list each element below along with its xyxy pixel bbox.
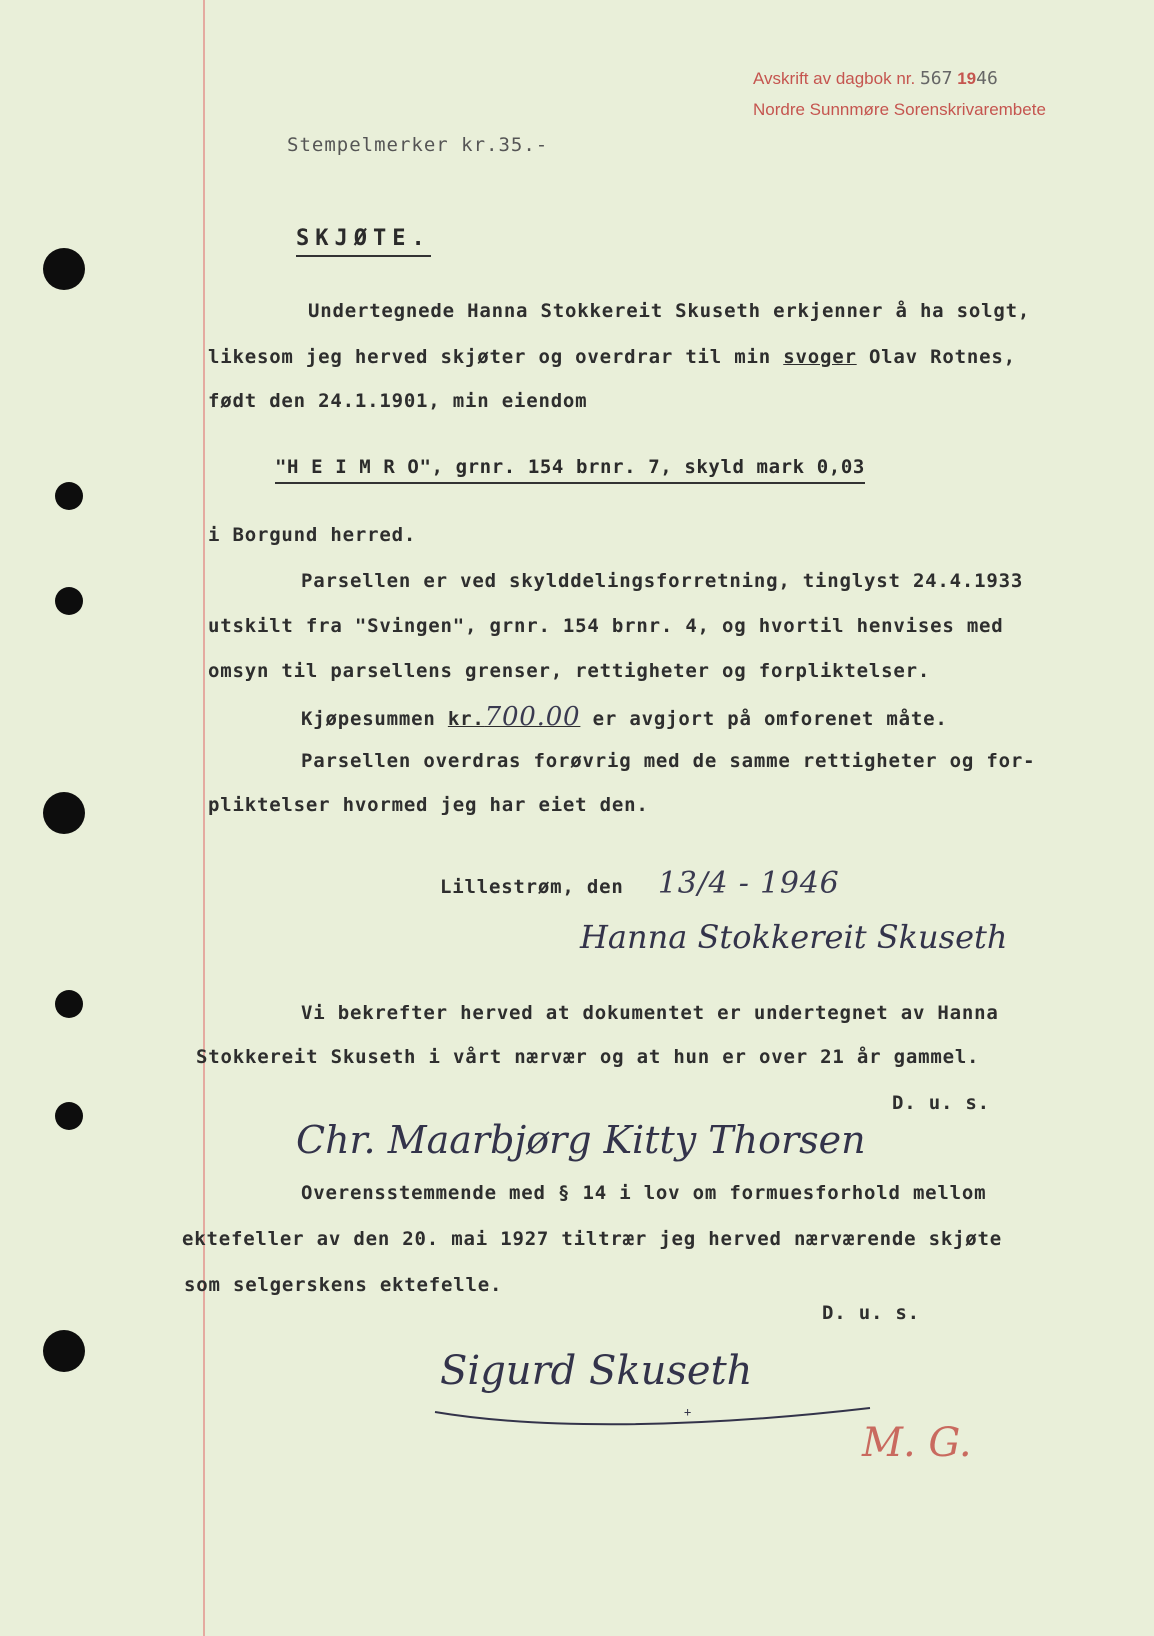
- stamp-number: 567: [919, 68, 953, 89]
- body-line: omsyn til parsellens grenser, rettigheter og forpliktelser.: [208, 660, 931, 682]
- seller-signature: Hanna Stokkereit Skuseth: [580, 918, 1008, 956]
- stamp-year-typed: 46: [976, 68, 998, 89]
- stamp-year-hand: 19: [957, 69, 977, 88]
- buyer-name: Olav Rotnes,: [868, 346, 1016, 368]
- body-line: pliktelser hvormed jeg har eiet den.: [208, 794, 649, 816]
- closing-dus: D. u. s.: [822, 1302, 920, 1324]
- body-line: i Borgund herred.: [208, 524, 417, 546]
- body-line: ektefeller av den 20. mai 1927 tiltrær jeg herved nærværende skjøte: [182, 1228, 1003, 1250]
- body-line: Stokkereit Skuseth i vårt nærvær og at hun er over 21 år gammel.: [196, 1046, 980, 1068]
- witness-signatures: Chr. Maarbjørg Kitty Thorsen: [296, 1118, 866, 1162]
- date-handwritten: 13/4 - 1946: [657, 866, 840, 901]
- price-suffix: er avgjort på omforenet måte.: [592, 708, 948, 730]
- body-line: Parsellen er ved skylddelingsforretning, tinglyst 24.4.1933: [301, 570, 1024, 592]
- price-amount: [447, 702, 581, 732]
- initials-mark: M. G.: [862, 1420, 972, 1466]
- body-line: utskilt fra "Svingen", grnr. 154 brnr. 4, og hvortil henvises med: [208, 615, 1004, 637]
- price-currency: kr.: [447, 708, 485, 730]
- document-title: SKJØTE.: [296, 226, 431, 257]
- punch-hole: [43, 792, 85, 834]
- punch-hole: [55, 482, 83, 510]
- spouse-signature: Sigurd Skuseth: [440, 1348, 753, 1394]
- registry-stamp-line2: Nordre Sunnmøre Sorenskrivarembete: [753, 100, 1046, 119]
- punch-hole: [43, 248, 85, 290]
- punch-hole: [55, 587, 83, 615]
- body-line: Overensstemmende med § 14 i lov om formuesforhold mellom: [301, 1182, 987, 1204]
- body-line: som selgerskens ektefelle.: [184, 1274, 503, 1296]
- punch-hole: [55, 1102, 83, 1130]
- punch-hole: [43, 1330, 85, 1372]
- body-line: født den 24.1.1901, min eiendom: [208, 390, 588, 412]
- relation-word: svoger: [783, 346, 857, 368]
- registry-stamp-line1: [753, 68, 998, 89]
- price-line: [301, 702, 948, 732]
- body-line: [208, 346, 1016, 368]
- place-date: [440, 866, 840, 901]
- place-date-typed: Lillestrøm, den: [440, 876, 624, 898]
- body-line: Vi bekrefter herved at dokumentet er undertegnet av Hanna: [301, 1002, 999, 1024]
- signature-flourish: [430, 1400, 910, 1430]
- svg-text:+: +: [684, 1405, 692, 1419]
- stamp-prefix: Avskrift av dagbok nr.: [753, 69, 916, 88]
- price-handwritten: 700.00: [484, 702, 581, 732]
- stamp-duty-note: Stempelmerker kr.35.-: [287, 134, 549, 156]
- price-prefix: Kjøpesummen: [301, 708, 436, 730]
- closing-dus: D. u. s.: [892, 1092, 990, 1114]
- margin-line: [203, 0, 205, 1636]
- body-line: Parsellen overdras forøvrig med de samme rettigheter og for-: [301, 750, 1036, 772]
- punch-hole: [55, 990, 83, 1018]
- body-line-text: likesom jeg herved skjøter og overdrar til min: [208, 346, 771, 368]
- body-line: Undertegnede Hanna Stokkereit Skuseth erkjenner å ha solgt,: [308, 300, 1031, 322]
- property-designation: "H E I M R O", grnr. 154 brnr. 7, skyld mark 0,03: [275, 456, 865, 484]
